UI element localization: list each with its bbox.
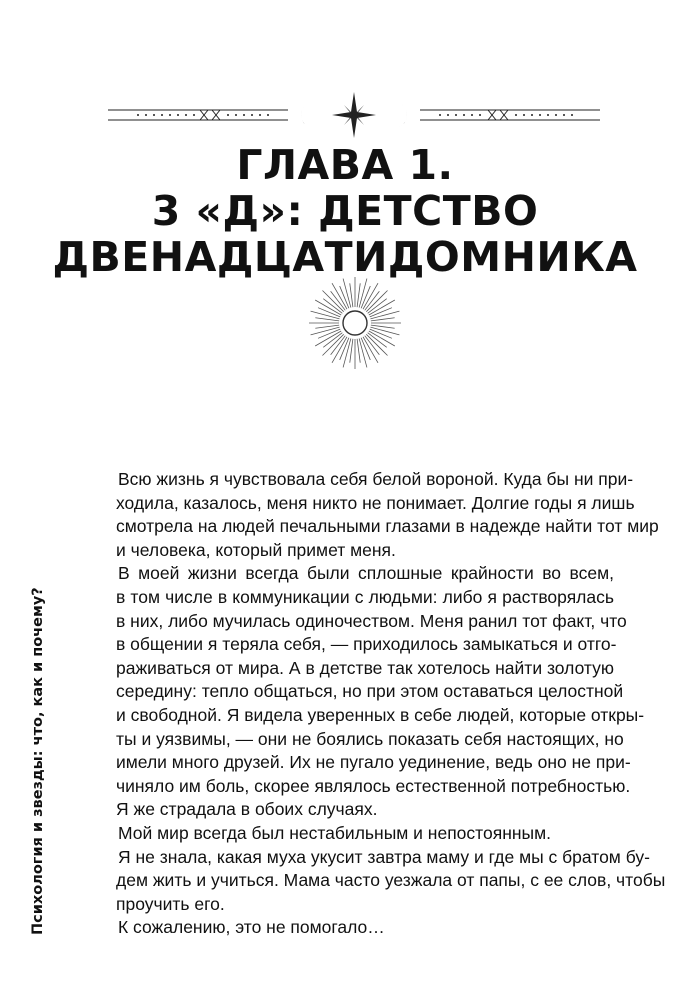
chapter-title [0,142,690,280]
sun-ray [357,283,360,307]
sun-ray [366,290,387,311]
chapter-title-line: ГЛАВА 1. [236,141,454,189]
sun-ray [371,325,395,328]
text-line: Мой мир всегда был нестабильным и непостоянным. [118,822,551,843]
sun-ray [350,283,353,307]
text-line: середину: тепло общаться, но при этом оставаться целостной [116,681,624,702]
text-line: и человека, который примет меня. [116,539,396,560]
text-line: проучить его. [116,893,225,914]
text-line: Всю жизнь я чувствовала себя белой вороной. Куда бы ни при- [118,469,634,489]
text-line: В моей жизни всегда были сплошные крайности во всем, [118,563,614,584]
chapter-title-line: ДВЕНАДЦАТИДОМНИКА [52,233,638,281]
text-line: в том числе в коммуникации с людьми: либо я растворялась [116,586,614,607]
text-line: ходила, казалось, меня никто не понимает. Долгие годы я лишь [116,492,635,513]
text-line: в них, либо мучилась одиночеством. Меня ранил тот факт, что [116,610,627,631]
text-line: смотрела на людей печальными глазами в надежде найти тот мир [116,516,659,537]
text-line: ты и уязвимы, — они не боялись показать себя настоящих, но [116,728,624,749]
sun-ray [371,318,395,321]
sun-ray [315,325,339,328]
sun-ray [366,334,387,355]
text-line: К сожалению, это не помогало… [118,917,385,938]
moon-star-divider-icon [108,92,600,138]
text-line: Я не знала, какая муха укусит завтра маму и где мы с братом бу- [118,846,650,867]
sun-ray [322,334,343,355]
text-line: дем жить и учиться. Мама часто уезжала от папы, с ее слов, чтобы [116,870,666,891]
sun-ray [357,339,360,363]
text-line: имели много друзей. Их не пугало уединение, ведь оно не при- [116,752,631,773]
sun-rays-icon [307,275,403,371]
text-line: Я же страдала в обоих случаях. [116,799,378,820]
sun-ray [350,339,353,363]
sun-ray [322,290,343,311]
chapter-title-line: 3 «Д»: ДЕТСТВО [151,187,539,235]
book-title-spine: Психология и звезды: что, как и почему? [30,587,46,935]
text-line: и свободной. Я видела уверенных в себе людей, которые откры- [116,704,645,725]
text-line: раживаться от мира. А в детстве так хотелось найти золотую [116,657,614,678]
text-line: в общении я теряла себя, — приходилось замыкаться и отго- [116,634,617,655]
text-line: чиняло им боль, скорее являлось естественной потребностью. [116,775,631,796]
sun-ray [315,318,339,321]
body-text [116,468,666,940]
